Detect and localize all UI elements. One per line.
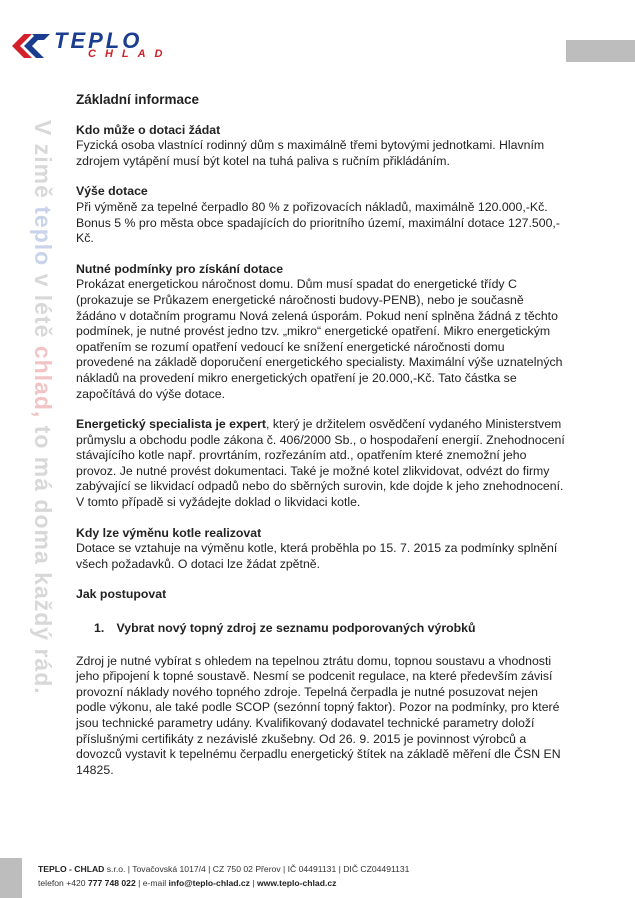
- section-text: Dotace se vztahuje na výměnu kotle, která proběhla po 15. 7. 2015 za podmínky splnění všech požadavků. O dotaci lze žádat zpětně.: [76, 541, 558, 571]
- footer-web-label: |: [249, 878, 257, 888]
- footer-grey-bar: [0, 858, 22, 898]
- section-source-selection: [76, 654, 566, 779]
- footer-email-link[interactable]: info@teplo-chlad.cz: [168, 878, 250, 888]
- section-text: Prokázat energetickou náročnost domu. Dům musí spadat do energetické třídy C (prokazuje se Průkazem energetické náročnosti budovy-PENB), nebo je současně žádáno v dotačním programu Nová zelená úsporám. Pokud není splněna žádná z těchto podmínek, je nutné provést jedno tzv. „mikro“ energetické opatření. Mikro energetickým opatřením se rozumí opatření vedoucí ke snížení energetické náročnosti domu provedené na základě doporučení energetického specialisty. Maximální výše uznatelných nákladů na provedení mikro energetických opatření je 20.000,-Kč. Tato částka se započítává do výše dotace.: [76, 277, 563, 401]
- section-text: Fyzická osoba vlastnící rodinný dům s maximálně třemi bytovými jednotkami. Hlavním zdrojem vytápění musí být kotel na tuhá paliva s ručním přikládáním.: [76, 138, 545, 168]
- logo-mark-icon: [10, 28, 54, 64]
- slogan-part-4: chlad,: [30, 345, 56, 426]
- section-text: Bonus 5 % pro města obce spadajících do prioritního území, maximální dotace 127.500,-Kč.: [76, 215, 560, 246]
- slogan-part-2: teplo: [30, 206, 56, 274]
- section-heading: Nutné podmínky pro získání dotace: [76, 261, 284, 276]
- section-text: Při výměně za tepelné čerpadlo 80 % z pořizovacích nákladů, maximálně 120.000,-Kč.: [76, 199, 548, 214]
- slogan-part-5: to má doma každý rád.: [30, 425, 56, 695]
- section-text: Zdroj je nutné vybírat s ohledem na tepelnou ztrátu domu, topnou soustavu a vhodnosti jeho připojení k topné soustavě. Nesmí se podcenit regulace, na které především závisí provozní náklady nového topného zdroje. Tepelná čerpadla je nutné posuzovat nejen podle výkonu, ale také podle SCOP (sezónní topný faktor). Pozor na podmínky, pro které jsou technické parametry udány. Kvalifikovaný dodavatel technické parametry doloží příslušnými certifikáty z nezávislé zkušebny. Od 26. 9. 2015 je povinnost výrobců a dovozců vystavit k tepelnému čerpadlu energetický štítek na základě měření dle ČSN EN 14825.: [76, 653, 561, 777]
- slogan-part-3: v létě: [30, 273, 56, 346]
- section-energy-specialist: [76, 417, 566, 511]
- footer-company: TEPLO - CHLAD: [38, 864, 105, 874]
- footer-line-1: [38, 862, 409, 876]
- logo-text-chlad: CHLAD: [88, 48, 172, 60]
- section-text: [76, 417, 566, 511]
- slogan-part-1: V zimě: [30, 120, 56, 207]
- footer-phone: 777 748 022: [87, 878, 136, 888]
- section-conditions: [76, 262, 566, 402]
- footer-phone-label: telefon +420: [38, 878, 88, 888]
- vertical-slogan: [28, 120, 58, 760]
- footer-line-2: [38, 876, 409, 890]
- footer-address: s.r.o. | Tovačovská 1017/4 | CZ 750 02 Přerov | IČ 04491131 | DIČ CZ04491131: [104, 864, 410, 874]
- section-heading: Kdo může o dotaci žádat: [76, 122, 221, 137]
- list-item-step-1: 1. Vybrat nový topný zdroj ze seznamu podporovaných výrobků: [94, 621, 476, 636]
- section-when: [76, 526, 566, 573]
- section-how: [76, 587, 566, 603]
- document-body: [76, 92, 566, 793]
- footer: [38, 862, 409, 890]
- company-logo: [10, 28, 190, 64]
- section-text-rest: , který je držitelem osvědčení vydaného Ministerstvem průmyslu a obchodu podle zákona č. 406/2000 Sb., o hospodaření energií. Znehodnocení stávajícího kotle např. provrtáním, rozřezáním atd., opatřením které znemožní jeho provoz. Je nutné provést dokumentaci. Také je možné kotel zlikvidovat, odvézt do firmy zabývající se likvidací odpadů nebo do sběrných surovin, kde dojde k jeho znehodnocení. V tomto případě si vyžádejte doklad o likvidaci kotle.: [76, 417, 565, 510]
- section-who-can-apply: [76, 123, 566, 170]
- bold-lead: Energetický specialista je expert: [76, 417, 267, 432]
- section-heading: Kdy lze výměnu kotle realizovat: [76, 525, 262, 540]
- section-heading: Výše dotace: [76, 184, 148, 199]
- header-grey-bar: [566, 40, 635, 62]
- section-heading: Jak postupovat: [76, 587, 167, 602]
- logo-text-teplo: TEPLO: [54, 28, 143, 53]
- section-subsidy-amount: [76, 184, 566, 246]
- page-title: Základní informace: [76, 92, 200, 107]
- footer-email-label: | e-mail: [135, 878, 169, 888]
- footer-web-link[interactable]: www.teplo-chlad.cz: [256, 878, 337, 888]
